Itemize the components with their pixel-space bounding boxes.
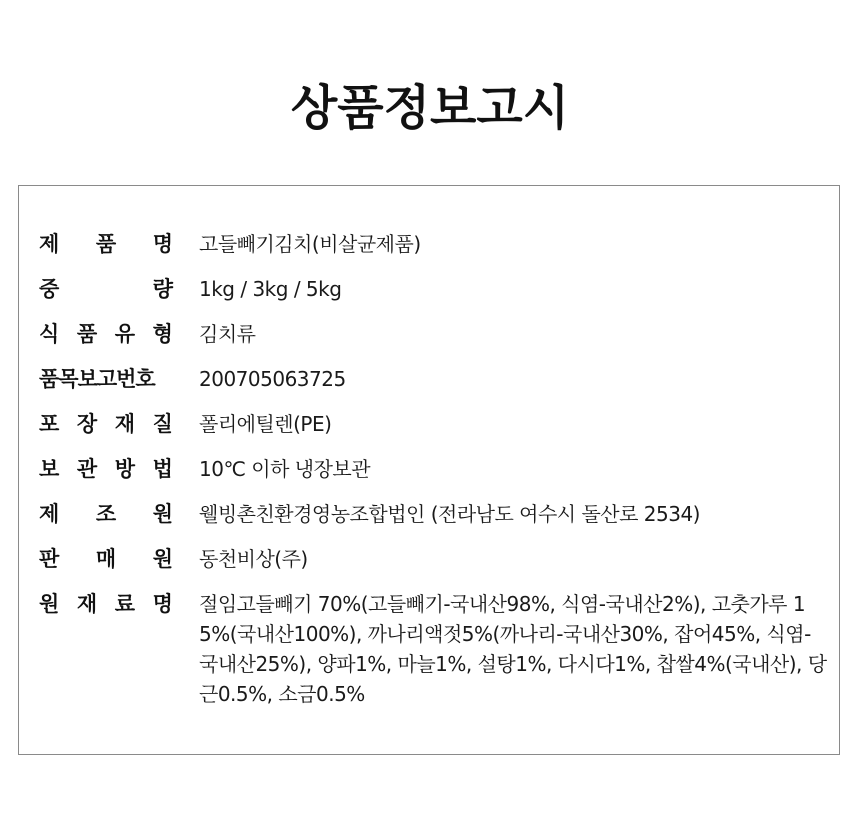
- label-char: 조: [95, 502, 117, 526]
- label-char: 량: [152, 277, 173, 301]
- label-char: 장: [76, 412, 98, 436]
- row-value: 고들빼기김치(비살균제품): [199, 232, 421, 256]
- info-row-weight: [39, 267, 829, 312]
- label-char: 료: [114, 592, 136, 616]
- label-char: 관: [76, 457, 98, 481]
- row-value: 1kg / 3kg / 5kg: [199, 277, 342, 301]
- info-row-manufacturer: [39, 492, 829, 537]
- row-label: [39, 537, 173, 582]
- row-label: [39, 582, 173, 627]
- label-char: 식: [39, 322, 60, 346]
- label-char: 품: [76, 322, 98, 346]
- label-char: 명: [152, 592, 173, 616]
- info-row-storage: [39, 447, 829, 492]
- row-value: 절임고들빼기 70%(고들빼기-국내산98%, 식염-국내산2%), 고춧가루 15%(국내산100%), 까나리액젓5%(까나리-국내산30%, 잡어45%, 식염-국내산25%), 양파1%, 마늘1%, 설탕1%, 다시다1%, 찹쌀4%(국내산), 당근0.5%, 소금0.5%: [199, 592, 827, 706]
- product-info-table: [18, 185, 840, 755]
- row-label: [39, 402, 173, 447]
- label-char: 원: [152, 502, 173, 526]
- label-char: 판: [39, 547, 60, 571]
- label-char: 제: [39, 232, 60, 256]
- row-value: 웰빙촌친환경영농조합법인 (전라남도 여수시 돌산로 2534): [199, 502, 700, 526]
- label-char: 제: [39, 502, 60, 526]
- page-title: 상품정보고시: [290, 80, 570, 136]
- label-char: 방: [114, 457, 136, 481]
- label-char: 원: [152, 547, 173, 571]
- info-row-seller: [39, 537, 829, 582]
- info-row-report-number: [39, 357, 829, 402]
- info-row-ingredients: [39, 582, 829, 709]
- info-row-food-type: [39, 312, 829, 357]
- label-char: 매: [95, 547, 117, 571]
- label-char: 재: [114, 412, 136, 436]
- label-char: 품목보고번호: [39, 367, 155, 391]
- label-char: 원: [39, 592, 60, 616]
- row-label: [39, 312, 173, 357]
- row-label: [39, 447, 173, 492]
- row-label: [39, 357, 173, 402]
- row-value: 김치류: [199, 322, 256, 346]
- label-char: 질: [152, 412, 173, 436]
- row-label: [39, 267, 173, 312]
- label-char: 명: [152, 232, 173, 256]
- info-row-packaging: [39, 402, 829, 447]
- label-char: 중: [39, 277, 60, 301]
- label-char: 품: [95, 232, 117, 256]
- row-value: 10℃ 이하 냉장보관: [199, 457, 371, 481]
- info-row-product-name: [39, 222, 829, 267]
- row-label: [39, 222, 173, 267]
- row-value: 동천비상(주): [199, 547, 308, 571]
- label-char: 보: [39, 457, 60, 481]
- label-char: 포: [39, 412, 60, 436]
- label-char: 유: [114, 322, 136, 346]
- label-char: 형: [152, 322, 173, 346]
- label-char: 법: [152, 457, 173, 481]
- row-value: 200705063725: [199, 367, 346, 391]
- info-rows: [39, 222, 829, 709]
- label-char: 재: [76, 592, 98, 616]
- row-value: 폴리에틸렌(PE): [199, 412, 332, 436]
- row-label: [39, 492, 173, 537]
